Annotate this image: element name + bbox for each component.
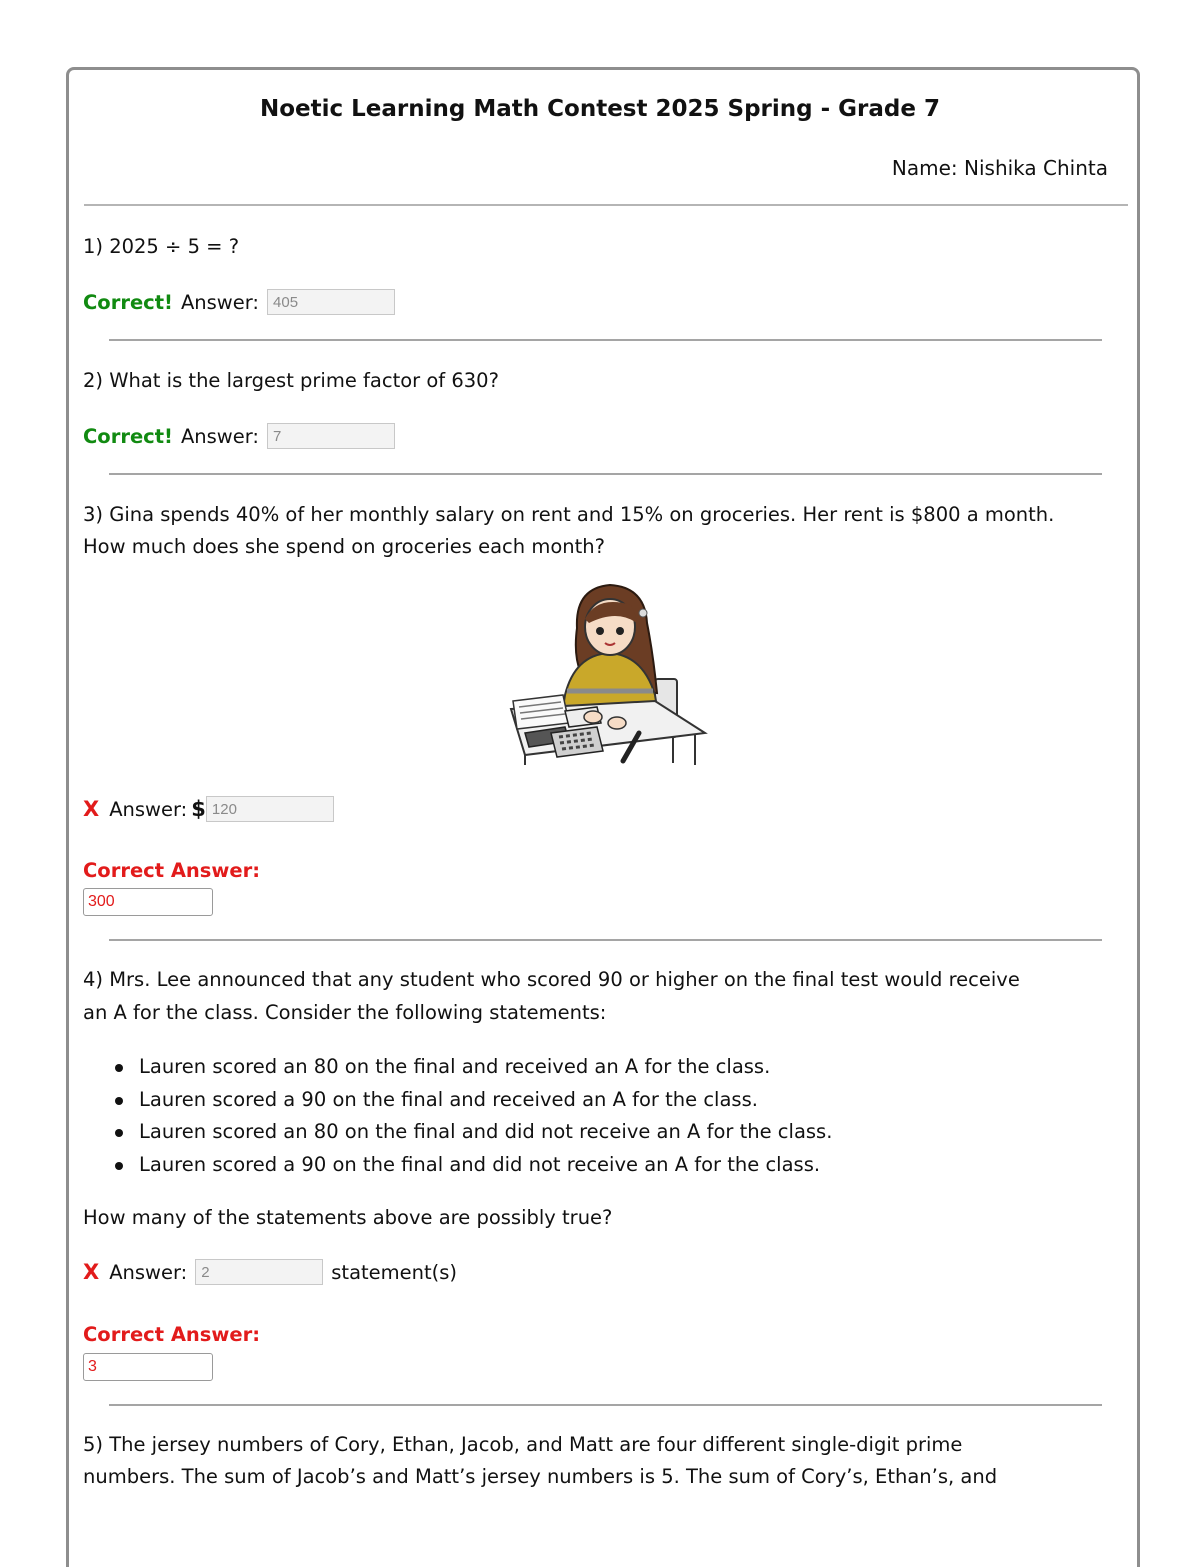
question-3-correct-answer-box[interactable] (83, 888, 213, 916)
question-3-text-line-1: 3) Gina spends 40% of her monthly salary on rent and 15% on groceries. Her rent is $800 a month. (83, 503, 1055, 526)
currency-prefix: $ (191, 797, 206, 821)
correct-answer-label: Correct Answer: (83, 1323, 261, 1346)
girl-with-calculator-illustration (505, 583, 710, 765)
question-4-correct-answer-box[interactable] (83, 1353, 213, 1381)
question-1-answer-row (83, 287, 395, 317)
question-4-text-line-1: 4) Mrs. Lee announced that any student who scored 90 or higher on the final test would receive (83, 968, 1020, 991)
question-1-answer-input[interactable] (267, 289, 395, 315)
question-5-text-line-1: 5) The jersey numbers of Cory, Ethan, Jacob, and Matt are four different single-digit prime (83, 1433, 963, 1456)
correct-answer-label: Correct Answer: (83, 859, 261, 882)
answer-label: Answer: (180, 424, 260, 448)
question-2-answer-input[interactable] (267, 423, 395, 449)
answer-label: Answer: (109, 1260, 188, 1284)
answer-unit: statement(s) (331, 1260, 458, 1284)
list-item: Lauren scored an 80 on the final and received an A for the class. (115, 1051, 832, 1084)
student-name: Name: Nishika Chinta (891, 156, 1108, 180)
incorrect-icon: X (83, 797, 100, 821)
question-divider (109, 1404, 1102, 1406)
answer-label: Answer: (109, 797, 188, 821)
question-3-answer-row (83, 794, 334, 824)
question-2-text: 2) What is the largest prime factor of 630? (83, 369, 499, 392)
answer-label: Answer: (180, 290, 260, 314)
list-item: Lauren scored a 90 on the final and received an A for the class. (115, 1084, 832, 1117)
correct-indicator: Correct! (83, 290, 173, 314)
incorrect-icon: X (83, 1260, 100, 1284)
question-1-text: 1) 2025 ÷ 5 = ? (83, 235, 240, 258)
question-divider (109, 339, 1102, 341)
question-4-answer-row (83, 1257, 457, 1287)
page-title: Noetic Learning Math Contest 2025 Spring - Grade 7 (259, 96, 940, 122)
question-4-text-line-2: an A for the class. Consider the following statements: (83, 1001, 607, 1024)
list-item: Lauren scored a 90 on the final and did not receive an A for the class. (115, 1149, 832, 1182)
correct-indicator: Correct! (83, 424, 173, 448)
question-2-answer-row (83, 421, 395, 451)
question-3-text-line-2: How much does she spend on groceries each month? (83, 535, 605, 558)
header-divider (84, 204, 1128, 206)
question-divider (109, 939, 1102, 941)
question-5-text-line-2: numbers. The sum of Jacob’s and Matt’s jersey numbers is 5. The sum of Cory’s, Ethan’s, and (83, 1465, 998, 1488)
question-3-answer-input[interactable] (206, 796, 334, 822)
question-divider (109, 473, 1102, 475)
question-4-prompt: How many of the statements above are possibly true? (83, 1206, 613, 1229)
question-4-answer-input[interactable] (195, 1259, 323, 1285)
list-item: Lauren scored an 80 on the final and did not receive an A for the class. (115, 1116, 832, 1149)
statement-list (115, 1051, 832, 1181)
